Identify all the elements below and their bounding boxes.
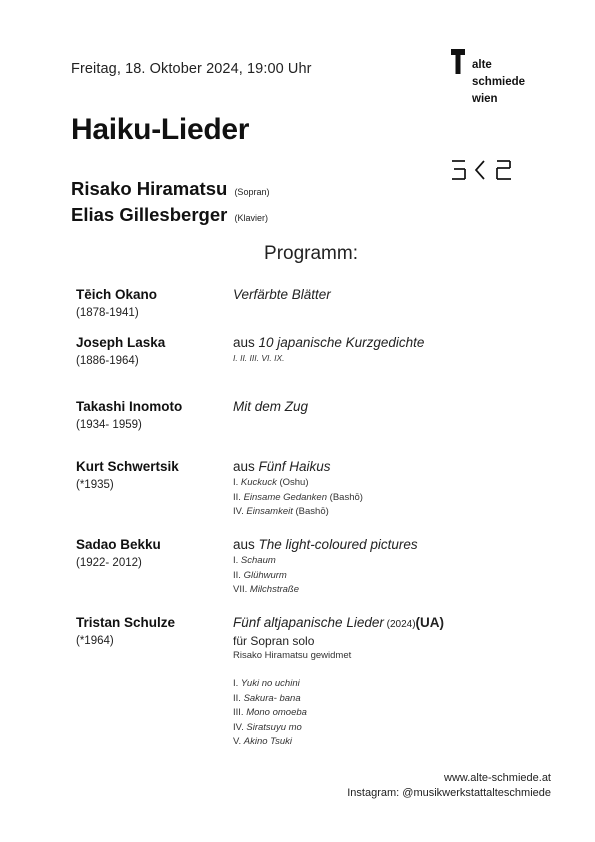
movement-item: I. Yuki no uchini [233, 678, 300, 689]
website-link[interactable]: www.alte-schmiede.at [444, 772, 551, 784]
movement-item: IV. Einsamkeit (Bashō) [233, 506, 329, 517]
composer-schulze [76, 615, 175, 649]
program-heading: Programm: [264, 243, 358, 264]
work-title: Mit dem Zug [233, 399, 309, 414]
performer-name: Elias Gillesberger [71, 204, 228, 225]
work-laska [233, 335, 424, 366]
movement-item: V. Akino Tsuki [233, 736, 292, 747]
logo-line-3: wien [472, 93, 498, 105]
composer-name: Takashi Inomoto [76, 399, 183, 414]
composer-schwertsik [76, 459, 179, 493]
composer-laska [76, 335, 165, 369]
composer-name: Tēich Okano [76, 287, 158, 302]
composer-years: (1886-1964) [76, 355, 139, 367]
work-year: (2024) [383, 619, 416, 630]
performer-piano [71, 204, 268, 226]
composer-name: Sadao Bekku [76, 537, 161, 552]
work-title-line [233, 537, 418, 553]
work-instrumentation: für Sopran solo [233, 634, 315, 648]
work-prefix: aus [233, 335, 259, 350]
work-title: Fünf Haikus [258, 459, 331, 474]
work-schulze [233, 615, 444, 750]
performer-name: Risako Hiramatsu [71, 178, 228, 199]
composer-inomoto [76, 399, 182, 433]
work-bekku [233, 537, 418, 598]
performer-role: (Sopran) [234, 187, 270, 197]
alte-schmiede-logo [472, 57, 525, 108]
composer-name: Tristan Schulze [76, 615, 176, 630]
movement-item: II. Glühwurm [233, 569, 287, 581]
work-schwertsik [233, 459, 363, 520]
composer-years: (*1935) [76, 479, 114, 491]
movement-item: II. Sakura- bana [233, 692, 301, 704]
movement-item: III. Mono omoeba [233, 707, 307, 718]
movement-item: II. Einsame Gedanken (Bashō) [233, 491, 363, 503]
movement-item: VII. Milchstraße [233, 584, 299, 595]
work-prefix: aus [233, 537, 259, 552]
logo-line-2: schmiede [472, 76, 526, 88]
composer-okano [76, 287, 157, 321]
composer-name: Joseph Laska [76, 335, 166, 350]
movement-item: IV. Siratsuyu mo [233, 721, 302, 733]
performer-soprano [71, 178, 269, 200]
performer-role: (Klavier) [234, 213, 268, 223]
work-inomoto [233, 399, 308, 415]
composer-years: (1878-1941) [76, 307, 139, 319]
hammer-t-icon [451, 49, 465, 74]
composer-years: (1934- 1959) [76, 419, 142, 431]
movement-item: I. Kuckuck (Oshu) [233, 477, 309, 488]
page-title: Haiku-Lieder [71, 113, 250, 146]
work-prefix: aus [233, 459, 259, 474]
work-okano [233, 287, 331, 303]
work-title-line [233, 615, 444, 633]
work-title: 10 japanische Kurzgedichte [258, 335, 425, 350]
work-movements: I. II. III. VI. IX. [233, 353, 285, 363]
work-title-line [233, 459, 363, 475]
work-title: Fünf altjapanische Lieder [233, 615, 384, 630]
premiere-badge: (UA) [415, 615, 445, 630]
composer-bekku [76, 537, 161, 571]
work-title: Verfärbte Blätter [233, 287, 331, 302]
japanese-characters-icon [451, 159, 523, 181]
work-title-line [233, 335, 424, 351]
composer-years: (1922- 2012) [76, 557, 142, 569]
logo-line-1: alte [472, 59, 492, 71]
instagram-link[interactable]: Instagram: @musikwerkstattalteschmiede [347, 787, 551, 799]
event-date: Freitag, 18. Oktober 2024, 19:00 Uhr [71, 61, 312, 77]
work-dedication: Risako Hiramatsu gewidmet [233, 650, 352, 661]
movement-item: I. Schaum [233, 555, 276, 566]
work-title: The light-coloured pictures [258, 537, 418, 552]
composer-name: Kurt Schwertsik [76, 459, 179, 474]
composer-years: (*1964) [76, 635, 114, 647]
